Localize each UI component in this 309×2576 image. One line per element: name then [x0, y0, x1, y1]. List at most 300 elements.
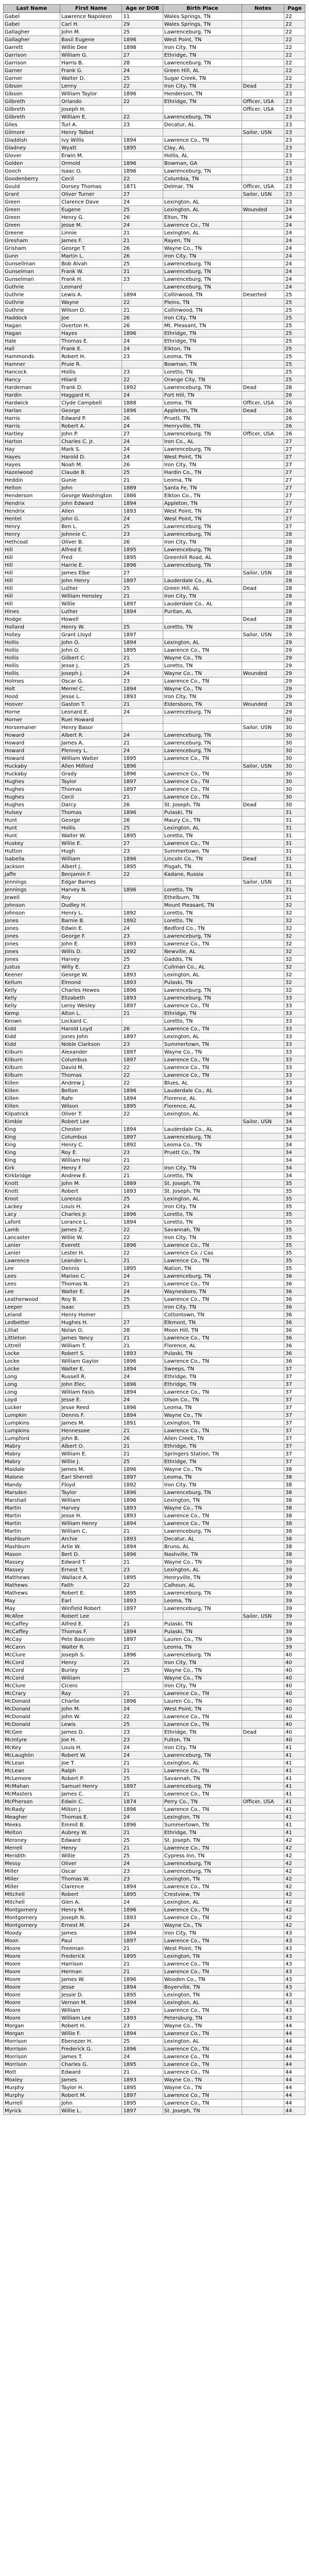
- cell-first-name: Merrel C.: [60, 685, 122, 693]
- cell-first-name: Elizabeth: [60, 994, 122, 1002]
- table-row: [4, 67, 305, 75]
- table-row: [4, 778, 305, 786]
- cell-notes: [242, 708, 284, 716]
- cell-birth-place: Ethridge, TN: [163, 52, 242, 59]
- cell-last-name: Leland: [4, 1311, 60, 1319]
- cell-notes: [242, 747, 284, 755]
- cell-first-name: Henry: [60, 1659, 122, 1667]
- cell-birth-place: Iron City, TN: [163, 1303, 242, 1311]
- cell-page: 39: [284, 1574, 305, 1582]
- cell-notes: [242, 2061, 284, 2069]
- cell-birth-place: Lawrenceburg, TN: [163, 732, 242, 739]
- cell-notes: [242, 1674, 284, 1682]
- cell-first-name: Russell R.: [60, 1373, 122, 1381]
- cell-last-name: Henderson: [4, 492, 60, 500]
- cell-age-dob: 23: [122, 2022, 163, 2030]
- cell-first-name: George W.: [60, 971, 122, 979]
- col-header-age-dob: Age or DOB: [122, 5, 163, 13]
- cell-page: 35: [284, 1188, 305, 1195]
- cell-notes: [242, 925, 284, 933]
- table-row: [4, 994, 305, 1002]
- table-row: [4, 832, 305, 840]
- cell-last-name: Kelly: [4, 987, 60, 994]
- cell-notes: [242, 415, 284, 422]
- cell-age-dob: [122, 1613, 163, 1620]
- cell-notes: [242, 608, 284, 616]
- cell-age-dob: 1888: [122, 399, 163, 407]
- cell-notes: [242, 1968, 284, 1976]
- cell-notes: [242, 515, 284, 523]
- cell-birth-place: Ethridge, TN: [163, 1373, 242, 1381]
- cell-page: 29: [284, 708, 305, 716]
- cell-notes: [242, 1806, 284, 1814]
- cell-page: 22: [284, 21, 305, 28]
- cell-page: 28: [284, 569, 305, 577]
- cell-notes: Dead: [242, 82, 284, 90]
- cell-last-name: Grant: [4, 191, 60, 198]
- cell-birth-place: Bowman, GA: [163, 160, 242, 167]
- cell-notes: Deserted: [242, 291, 284, 299]
- cell-birth-place: Sugar Creek, TN: [163, 75, 242, 82]
- table-row: [4, 368, 305, 376]
- cell-last-name: Mitchell: [4, 1891, 60, 1899]
- cell-age-dob: 24: [122, 1705, 163, 1713]
- cell-birth-place: Lawrence Co., TN: [163, 1906, 242, 1914]
- cell-age-dob: [122, 1682, 163, 1690]
- cell-age-dob: 24: [122, 1203, 163, 1211]
- table-row: [4, 1435, 305, 1443]
- cell-last-name: Hollis: [4, 670, 60, 677]
- table-row: [4, 392, 305, 399]
- cell-age-dob: 21: [122, 701, 163, 708]
- table-row: [4, 1195, 305, 1203]
- cell-first-name: Albert J.: [60, 863, 122, 871]
- cell-page: 38: [284, 1473, 305, 1481]
- cell-age-dob: 26: [122, 538, 163, 546]
- cell-first-name: Frank W.: [60, 268, 122, 276]
- cell-age-dob: 1896: [122, 1906, 163, 1914]
- cell-last-name: Holmes: [4, 677, 60, 685]
- cell-first-name: Taylor: [60, 778, 122, 786]
- cell-notes: [242, 2045, 284, 2053]
- table-row: [4, 260, 305, 268]
- cell-page: 37: [284, 1427, 305, 1435]
- cell-page: 27: [284, 446, 305, 453]
- table-row: [4, 2069, 305, 2076]
- cell-birth-place: Leoma, TN: [163, 1643, 242, 1651]
- cell-notes: [242, 832, 284, 840]
- table-row: [4, 1350, 305, 1358]
- cell-page: 31: [284, 809, 305, 817]
- cell-birth-place: Lexington, TN: [163, 1419, 242, 1427]
- cell-page: 22: [284, 67, 305, 75]
- cell-page: 28: [284, 538, 305, 546]
- table-row: [4, 1373, 305, 1381]
- cell-age-dob: 1897: [122, 1473, 163, 1481]
- cell-last-name: Green: [4, 198, 60, 206]
- cell-birth-place: Pruett, TN: [163, 415, 242, 422]
- cell-notes: [242, 1311, 284, 1319]
- cell-last-name: Littleton: [4, 1334, 60, 1342]
- cell-last-name: Jennings: [4, 886, 60, 894]
- cell-notes: [242, 1589, 284, 1597]
- cell-last-name: Long: [4, 1381, 60, 1388]
- cell-last-name: Holley: [4, 631, 60, 639]
- cell-page: 25: [284, 376, 305, 384]
- cell-age-dob: 22: [122, 1110, 163, 1118]
- cell-birth-place: Lawrenceburg, TN: [163, 1489, 242, 1497]
- cell-first-name: Leonard: [60, 283, 122, 291]
- cell-last-name: Hoover: [4, 701, 60, 708]
- cell-first-name: Henry M.: [60, 1906, 122, 1914]
- cell-first-name: Joe T.: [60, 1759, 122, 1767]
- cell-birth-place: Lawrenceburg, TN: [163, 1605, 242, 1613]
- cell-age-dob: 21: [122, 1342, 163, 1350]
- cell-notes: [242, 438, 284, 446]
- cell-last-name: Hartley: [4, 430, 60, 438]
- cell-age-dob: 25: [122, 1296, 163, 1303]
- table-row: [4, 2092, 305, 2099]
- cell-birth-place: St. Joseph, TN: [163, 1180, 242, 1188]
- cell-age-dob: 26: [122, 214, 163, 222]
- table-row: [4, 1597, 305, 1605]
- cell-birth-place: Lexington, AL: [163, 206, 242, 214]
- cell-notes: [242, 824, 284, 832]
- table-row: [4, 616, 305, 623]
- cell-last-name: Kidd: [4, 1033, 60, 1041]
- cell-page: 33: [284, 1048, 305, 1056]
- cell-age-dob: 21: [122, 1280, 163, 1288]
- cell-page: 42: [284, 1891, 305, 1899]
- cell-first-name: Earl: [60, 1597, 122, 1605]
- cell-page: 40: [284, 1705, 305, 1713]
- cell-page: 44: [284, 2107, 305, 2115]
- cell-birth-place: Iron Co., AL: [163, 438, 242, 446]
- table-row: [4, 2014, 305, 2022]
- cell-page: 44: [284, 2038, 305, 2045]
- cell-page: 36: [284, 1350, 305, 1358]
- cell-age-dob: 1896: [122, 1358, 163, 1365]
- cell-first-name: William T.: [60, 1342, 122, 1350]
- cell-birth-place: West Point, TN: [163, 1705, 242, 1713]
- cell-last-name: Heddin: [4, 477, 60, 484]
- cell-page: 27: [284, 438, 305, 446]
- table-row: [4, 1126, 305, 1133]
- cell-age-dob: 21: [122, 1427, 163, 1435]
- cell-notes: [242, 469, 284, 477]
- cell-page: 37: [284, 1396, 305, 1404]
- cell-notes: Officer, USA: [242, 1798, 284, 1806]
- table-row: [4, 106, 305, 113]
- cell-notes: [242, 1790, 284, 1798]
- cell-birth-place: Lawrence Co., TN: [163, 2007, 242, 2014]
- cell-age-dob: 21: [122, 2069, 163, 2076]
- cell-last-name: Harton: [4, 438, 60, 446]
- table-row: [4, 2022, 305, 2030]
- cell-age-dob: 1894: [122, 1984, 163, 1991]
- cell-notes: [242, 1984, 284, 1991]
- cell-first-name: Robert H.: [60, 353, 122, 361]
- cell-birth-place: Lawrenceburg, TN: [163, 268, 242, 276]
- cell-page: 33: [284, 1079, 305, 1087]
- cell-birth-place: Lawrence Co., TN: [163, 1280, 242, 1288]
- cell-notes: [242, 677, 284, 685]
- cell-notes: [242, 1079, 284, 1087]
- cell-age-dob: 1893: [122, 1350, 163, 1358]
- table-row: [4, 1829, 305, 1837]
- cell-first-name: Mark S.: [60, 446, 122, 453]
- cell-last-name: Hill: [4, 569, 60, 577]
- cell-last-name: Hammonds: [4, 353, 60, 361]
- cell-first-name: Frank H.: [60, 276, 122, 283]
- cell-age-dob: 1894: [122, 1999, 163, 2007]
- cell-age-dob: 22: [122, 1249, 163, 1257]
- cell-age-dob: 25: [122, 585, 163, 592]
- cell-birth-place: Savannah, TN: [163, 1775, 242, 1783]
- cell-last-name: Moore: [4, 1991, 60, 1999]
- table-row: [4, 1605, 305, 1613]
- table-row: [4, 693, 305, 701]
- cell-notes: [242, 809, 284, 817]
- cell-birth-place: Waynesboro, TN: [163, 1288, 242, 1296]
- cell-age-dob: 26: [122, 245, 163, 252]
- cell-birth-place: Lawrence Co., TN: [163, 1767, 242, 1775]
- cell-page: 44: [284, 2084, 305, 2092]
- table-row: [4, 855, 305, 863]
- cell-notes: [242, 2107, 284, 2115]
- cell-birth-place: Lawrence Co., TN: [163, 1844, 242, 1852]
- table-row: [4, 1072, 305, 1079]
- table-row: [4, 1875, 305, 1883]
- cell-notes: [242, 1667, 284, 1674]
- table-row: [4, 662, 305, 670]
- cell-notes: Wounded: [242, 206, 284, 214]
- cell-birth-place: Lawrenceburg, TN: [163, 987, 242, 994]
- cell-notes: [242, 1280, 284, 1288]
- cell-birth-place: [163, 716, 242, 724]
- cell-last-name: Kilburn: [4, 1048, 60, 1056]
- table-row: [4, 1960, 305, 1968]
- cell-notes: [242, 600, 284, 608]
- cell-page: 43: [284, 1937, 305, 1945]
- cell-age-dob: 25: [122, 956, 163, 963]
- cell-age-dob: 25: [122, 75, 163, 82]
- cell-notes: [242, 337, 284, 345]
- cell-first-name: Floyd: [60, 1481, 122, 1489]
- cell-last-name: King: [4, 1133, 60, 1141]
- cell-page: 43: [284, 1945, 305, 1953]
- cell-notes: [242, 446, 284, 453]
- cell-birth-place: [163, 762, 242, 770]
- cell-first-name: Lawrence Napoleon: [60, 13, 122, 21]
- cell-first-name: Jessie D.: [60, 1991, 122, 1999]
- cell-page: 38: [284, 1489, 305, 1497]
- cell-last-name: Locke: [4, 1358, 60, 1365]
- cell-notes: [242, 1551, 284, 1558]
- cell-first-name: Alton L.: [60, 1010, 122, 1018]
- cell-first-name: Wallace A.: [60, 1574, 122, 1582]
- cell-age-dob: 24: [122, 708, 163, 716]
- cell-age-dob: 24: [122, 1288, 163, 1296]
- cell-page: 43: [284, 1976, 305, 1984]
- cell-age-dob: 1894: [122, 1543, 163, 1551]
- cell-birth-place: [163, 631, 242, 639]
- cell-first-name: Basil Eugene: [60, 36, 122, 44]
- cell-page: 32: [284, 909, 305, 917]
- cell-age-dob: 24: [122, 345, 163, 353]
- cell-first-name: Gaston T.: [60, 701, 122, 708]
- cell-last-name: Martin: [4, 1504, 60, 1512]
- cell-birth-place: Elkton Co., TN: [163, 492, 242, 500]
- cell-page: 35: [284, 1226, 305, 1234]
- table-row: [4, 407, 305, 415]
- cell-last-name: Garner: [4, 75, 60, 82]
- cell-last-name: Hethcoat: [4, 538, 60, 546]
- cell-age-dob: 21: [122, 1172, 163, 1180]
- cell-first-name: Ernest T.: [60, 1566, 122, 1574]
- table-row: [4, 438, 305, 446]
- cell-last-name: Moore: [4, 1945, 60, 1953]
- table-row: [4, 1404, 305, 1412]
- cell-age-dob: 1893: [122, 994, 163, 1002]
- cell-first-name: Thomas F.: [60, 1628, 122, 1636]
- cell-page: 24: [284, 237, 305, 245]
- cell-first-name: William Taylor: [60, 90, 122, 98]
- cell-last-name: Lumpkins: [4, 1419, 60, 1427]
- table-row: [4, 1458, 305, 1466]
- cell-birth-place: Loretto, TN: [163, 368, 242, 376]
- col-header-birth-place: Birth Place: [163, 5, 242, 13]
- cell-first-name: Ben L.: [60, 523, 122, 531]
- cell-page: 43: [284, 1953, 305, 1960]
- cell-last-name: Hughes: [4, 778, 60, 786]
- cell-notes: [242, 314, 284, 322]
- cell-last-name: Killen: [4, 1079, 60, 1087]
- cell-notes: [242, 1659, 284, 1667]
- cell-last-name: Gallagher: [4, 36, 60, 44]
- cell-age-dob: 23: [122, 1868, 163, 1875]
- table-row: [4, 1280, 305, 1288]
- cell-page: 28: [284, 600, 305, 608]
- cell-birth-place: Lauderdale Co., AL: [163, 600, 242, 608]
- cell-notes: [242, 1257, 284, 1265]
- cell-age-dob: 21: [122, 1945, 163, 1953]
- cell-notes: [242, 260, 284, 268]
- cell-birth-place: Lawrenceburg, TN: [163, 167, 242, 175]
- cell-age-dob: 26: [122, 461, 163, 469]
- cell-page: 22: [284, 59, 305, 67]
- cell-first-name: Hugh: [60, 848, 122, 855]
- cell-notes: [242, 933, 284, 940]
- cell-last-name: Jackson: [4, 863, 60, 871]
- cell-last-name: Mitchell: [4, 1899, 60, 1906]
- cell-page: 34: [284, 1087, 305, 1095]
- cell-birth-place: Wayne Co., TN: [163, 1504, 242, 1512]
- cell-notes: [242, 1365, 284, 1373]
- cell-notes: [242, 283, 284, 291]
- table-row: [4, 2038, 305, 2045]
- cell-notes: [242, 1025, 284, 1033]
- cell-age-dob: 27: [122, 840, 163, 848]
- table-row: [4, 909, 305, 917]
- cell-first-name: Noble Clarkson: [60, 1041, 122, 1048]
- table-row: [4, 654, 305, 662]
- cell-age-dob: 1896: [122, 1466, 163, 1473]
- cell-birth-place: Lexington, AL: [163, 1566, 242, 1574]
- cell-notes: [242, 1427, 284, 1435]
- table-row: [4, 422, 305, 430]
- cell-age-dob: 29: [122, 21, 163, 28]
- cell-age-dob: 21: [122, 307, 163, 314]
- table-row: [4, 299, 305, 307]
- cell-last-name: Montgomery: [4, 1914, 60, 1922]
- table-row: [4, 685, 305, 693]
- cell-page: 32: [284, 948, 305, 956]
- cell-first-name: Alfred E.: [60, 546, 122, 554]
- cell-page: 38: [284, 1528, 305, 1535]
- cell-age-dob: 1896: [122, 1698, 163, 1705]
- cell-page: 41: [284, 1759, 305, 1767]
- table-body: [4, 13, 305, 2115]
- cell-first-name: Claude B.: [60, 469, 122, 477]
- table-row: [4, 1450, 305, 1458]
- cell-first-name: Aubrey W.: [60, 1829, 122, 1837]
- cell-page: 22: [284, 13, 305, 21]
- cell-first-name: John M.: [60, 1180, 122, 1188]
- table-row: [4, 948, 305, 956]
- col-header-page: Page: [284, 5, 305, 13]
- cell-notes: [242, 1435, 284, 1443]
- cell-age-dob: 21: [122, 1690, 163, 1698]
- cell-notes: Dead: [242, 1728, 284, 1736]
- cell-age-dob: 1896: [122, 855, 163, 863]
- cell-page: 40: [284, 1682, 305, 1690]
- table-row: [4, 446, 305, 453]
- cell-age-dob: 1897: [122, 2092, 163, 2099]
- cell-last-name: Long: [4, 1373, 60, 1381]
- cell-birth-place: Hollis, AL: [163, 152, 242, 160]
- cell-birth-place: Iron City, TN: [163, 252, 242, 260]
- cell-first-name: John G.: [60, 515, 122, 523]
- table-row: [4, 1303, 305, 1311]
- cell-age-dob: 1894: [122, 1095, 163, 1103]
- cell-age-dob: 21: [122, 1643, 163, 1651]
- cell-page: 25: [284, 337, 305, 345]
- cell-birth-place: [163, 106, 242, 113]
- cell-first-name: Glen A.: [60, 1899, 122, 1906]
- cell-first-name: Herman: [60, 1968, 122, 1976]
- cell-page: 41: [284, 1806, 305, 1814]
- cell-age-dob: 21: [122, 1257, 163, 1265]
- cell-first-name: Willis D.: [60, 948, 122, 956]
- cell-first-name: Clyde Campbell: [60, 399, 122, 407]
- table-row: [4, 1953, 305, 1960]
- cell-age-dob: 1896: [122, 2045, 163, 2053]
- cell-age-dob: 1896: [122, 1381, 163, 1388]
- cell-notes: [242, 693, 284, 701]
- cell-last-name: Lees: [4, 1280, 60, 1288]
- table-row: [4, 2076, 305, 2084]
- cell-birth-place: [163, 569, 242, 577]
- cell-age-dob: 24: [122, 1752, 163, 1759]
- cell-age-dob: 1896: [122, 886, 163, 894]
- table-row: [4, 245, 305, 252]
- cell-first-name: Taylor: [60, 1489, 122, 1497]
- table-row: [4, 1651, 305, 1659]
- cell-notes: [242, 546, 284, 554]
- cell-first-name: James T.: [60, 2053, 122, 2061]
- header-row: [4, 5, 305, 13]
